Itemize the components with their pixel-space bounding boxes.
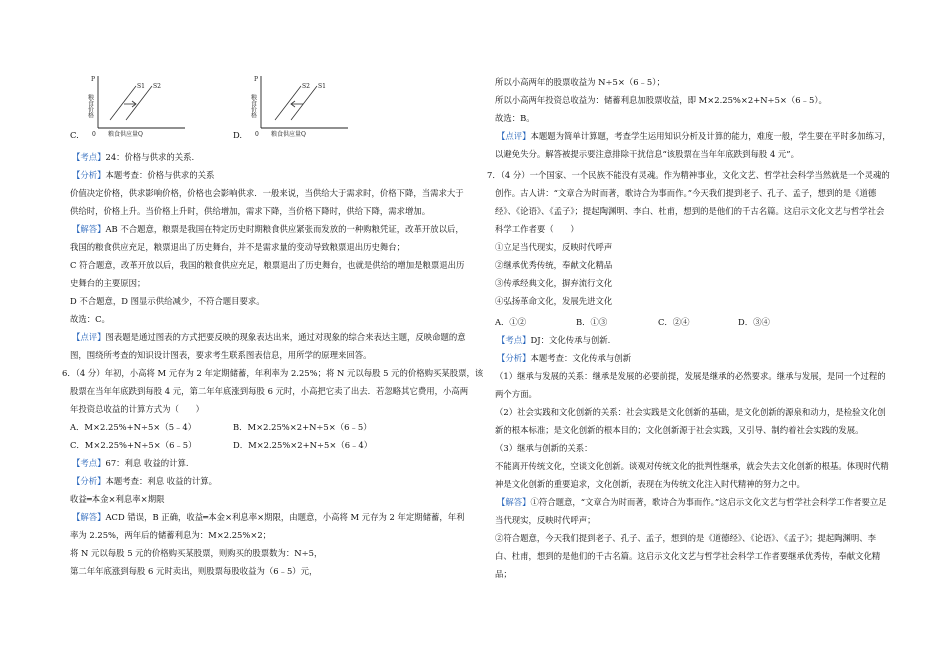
graph-d-s1: S1 <box>318 83 326 90</box>
q7-analysis-line: 两个方面。 <box>495 389 537 399</box>
graph-c-yaxis: P <box>91 76 96 83</box>
q6-kaodian: 【考点】67：利息 收益的计算. <box>72 458 189 468</box>
q6-formula: 收益═本金×利息率×期限 <box>70 494 165 504</box>
q6-comment-line: 以避免失分。解答被提示要注意排除干扰信息“该股票在当年年底跌到每股 4 元”。 <box>495 149 799 159</box>
graph-d <box>243 72 353 140</box>
q5-dianping: 【点评】图表题是通过图表的方式把要反映的现象表达出来，通过对现象的综合来表达主题，反映命题的意 <box>72 332 466 342</box>
graph-c-ylabel: 粮食价格 <box>86 94 94 118</box>
graph-d-curve-s2 <box>275 86 301 120</box>
q5-answer-line: D 不合题意，D 图显示供给减少，不符合题目要求。 <box>70 296 265 306</box>
q7-kaodian: 【考点】DJ：文化传承与创新. <box>497 335 611 345</box>
q5-analysis-line: 供给时，价格上升。当价格上升时，供给增加，需求下降，当价格下降时，供给下降，需求增加。 <box>70 206 431 216</box>
option-c-letter: C. <box>70 130 79 140</box>
q6-answer-line: 率为 2.25%，两年后的储蓄利息为：M×2.25%×2； <box>70 530 272 540</box>
graph-c-curve-s1 <box>110 86 136 120</box>
q5-kaodian: 【考点】24：价格与供求的关系. <box>72 152 195 162</box>
q7-option-b: B．①③ <box>576 317 608 327</box>
q6-fenxi: 【分析】本题考查：利息 收益的计算。 <box>72 476 218 486</box>
graph-c-curve-s2 <box>126 86 152 120</box>
q7-stem: 科学工作者要（ ） <box>495 224 579 234</box>
q7-statement-4: ④弘扬革命文化，发展先进文化 <box>495 296 613 306</box>
q7-analysis-line: （2）社会实践和文化创新的关系：社会实践是文化创新的基础，是文化创新的源泉和动力，是检验文化创 <box>495 407 886 417</box>
q7-statement-3: ③传承经典文化，摒弃流行文化 <box>495 278 613 288</box>
q7-analysis-line: （1）继承与发展的关系：继承是发展的必要前提，发展是继承的必然要求。继承与发展，是同一个过程的 <box>495 371 886 381</box>
q7-stem: 经》、《论语》、《孟子》；提起陶渊明、李白、杜甫，想到的是他们的千古名篇。这启示文化文艺与哲学社会 <box>495 206 885 216</box>
q6-jieda: 【解答】ACD 错误，B 正确，收益═本金×利息率×期限，由题意，小高将 M 元存为 2 年定期储蓄，年利 <box>72 512 465 522</box>
q6-stem: 年投资总收益的计算方式为（ ） <box>70 404 204 414</box>
option-d-letter: D. <box>233 130 243 140</box>
q7-statement-2: ②继承优秀传统，奉献文化精品 <box>495 260 613 270</box>
graph-d-yaxis: P <box>254 76 259 83</box>
q6-answer-line: 第二年年底涨到每股 6 元时卖出，则股票每股收益为（6﹣5）元， <box>70 566 318 576</box>
q7-answer-line: 品； <box>495 569 512 579</box>
q6-choice: 故选：B。 <box>495 113 535 123</box>
q7-answer-line: ②符合题意，今天我们提到老子、孔子、孟子，想到的是《道德经》、《论语》、《孟子》；提起陶渊明、李 <box>495 533 877 543</box>
q6-dianping: 【点评】本题题为简单计算题，考查学生运用知识分析及计算的能力，难度一般，学生要在平时多加练习， <box>497 131 891 141</box>
q6-stem: 6．（4 分）年初，小高将 M 元存为 2 年定期储蓄，年利率为 2.25%；将 N 元以每股 5 元的价格购买某股票，该 <box>62 368 484 378</box>
q7-option-a: A．①② <box>495 317 527 327</box>
q6-answer-line: 将 N 元以每股 5 元的价格购买某股票，则购买的股票数为：N÷5， <box>70 548 323 558</box>
q5-choice: 故选：C。 <box>70 314 110 324</box>
q6-answer-line: 所以小高两年的股票收益为 N÷5×（6﹣5）； <box>495 77 665 87</box>
q6-answer-line: 所以小高两年投资总收益为：储蓄利息加股票收益，即 M×2.25%×2+N÷5×（6﹣5）。 <box>495 95 827 105</box>
q7-jieda: 【解答】①符合题意，“文章合为时而著，歌诗合为事而作。”这启示文化文艺与哲学社会科学工作者要立足 <box>497 497 887 507</box>
q7-answer-line: 白、杜甫，想到的是他们的千古名篇。这启示文化文艺与哲学社会科学工作者要继承优秀传，奉献文化精 <box>495 551 881 561</box>
q6-option-b: B．M×2.25%×2+N÷5×（6﹣5） <box>233 422 372 432</box>
q7-statement-1: ①立足当代现实，反映时代呼声 <box>495 242 613 252</box>
q5-analysis-line: 价值决定价格，供求影响价格，价格也会影响供求．一般来说，当供给大于需求时，价格下降，当需求大于 <box>70 188 464 198</box>
q6-stem: 股票在当年年底跌到每股 4 元，第二年年底涨到每股 6 元时，小高把它卖了出去．若忽略其它费用，小高两 <box>70 386 469 396</box>
graph-c-s2: S2 <box>153 83 161 90</box>
q7-fenxi: 【分析】本题考查：文化传承与创新 <box>497 353 631 363</box>
graph-d-xlabel: 粮食供应量Q <box>271 131 306 138</box>
q7-analysis-line: 不能离开传统文化，空谈文化创新。谈观对传统文化的批判性继承，就会失去文化创新的根基。体现时代精 <box>495 461 889 471</box>
q7-stem: 创作。古人讲：“文章合为时而著，歌诗合为事而作。”今天我们提到老子、孔子、孟子，想到的是《道德 <box>495 188 877 198</box>
q6-option-c: C．M×2.25%+N÷5×（6﹣5） <box>70 440 197 450</box>
q7-analysis-line: （3）继承与创新的关系： <box>495 443 593 453</box>
graph-c-s1: S1 <box>137 83 145 90</box>
graph-d-ylabel: 粮食价格 <box>249 94 257 118</box>
graph-d-curve-s1 <box>291 86 317 120</box>
graph-c-xlabel: 粮食供应量Q <box>108 131 143 138</box>
graph-d-s2: S2 <box>302 83 310 90</box>
graph-c-origin: 0 <box>92 131 96 138</box>
q5-answer-line: 我国的粮食供应充足，粮票退出了历史舞台，并不是需求量的变动导致粮票退出历史舞台； <box>70 242 405 252</box>
q7-option-c: C．②④ <box>658 317 690 327</box>
q7-analysis-line: 新的根本标准；是文化创新的根本目的；文化创新源于社会实践，又引导、制约着社会实践的发展。 <box>495 425 864 435</box>
graph-d-origin: 0 <box>255 131 259 138</box>
q7-stem: 7．（4 分）一个国家、一个民族不能没有灵魂。作为精神事业，文化文艺、哲学社会科学当然就是一个灵魂的 <box>487 170 890 180</box>
q5-fenxi: 【分析】本题考查：价格与供求的关系 <box>72 170 215 180</box>
graph-c <box>80 72 190 140</box>
q5-answer-line: 史舞台的主要原因； <box>70 278 146 288</box>
q6-option-a: A．M×2.25%+N÷5×（5﹣4） <box>70 422 197 432</box>
q7-option-d: D．③④ <box>738 317 770 327</box>
q5-jieda: 【解答】AB 不合题意，粮票是我国在特定历史时期粮食供应紧张而发放的一种购粮凭证，改革开放以后， <box>72 224 464 234</box>
q7-analysis-line: 神是文化创新的重要追求，文化创新，表现在为传统文化注入时代精神的努力之中。 <box>495 479 805 489</box>
q7-answer-line: 当代现实，反映时代呼声； <box>495 515 596 525</box>
q5-answer-line: C 符合题意，改革开放以后，我国的粮食供应充足，粮票退出了历史舞台，也就是供给的增加是粮票退出历 <box>70 260 465 270</box>
q6-option-d: D．M×2.25%×2+N÷5×（6﹣4） <box>233 440 373 450</box>
q5-comment-line: 图，围绕所考查的知识设计图表，要求考生联系图表信息，用所学的原理来回答。 <box>70 350 372 360</box>
